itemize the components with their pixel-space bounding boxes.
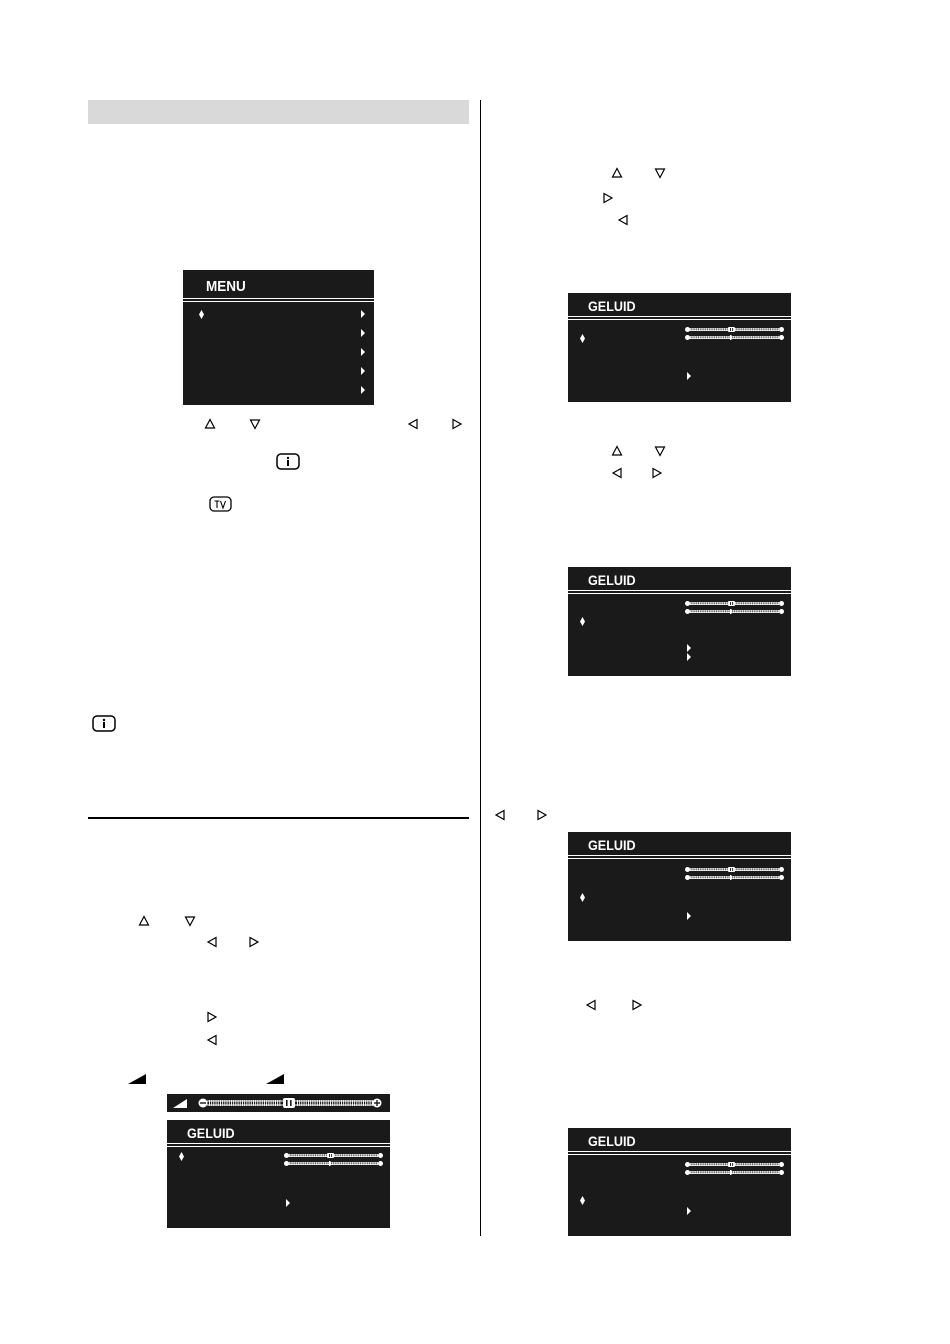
left-triangle-icon [206,936,218,948]
up-triangle-icon [611,167,623,179]
sound-level-slider [685,601,784,606]
submenu-arrow-icon [687,1207,691,1215]
info-button-icon [276,453,300,470]
right-triangle-icon [631,999,643,1011]
volume-ramp-icon [266,1074,284,1084]
sound-menu-screen [167,1120,390,1228]
left-triangle-icon [585,999,597,1011]
right-triangle-icon [206,1011,218,1023]
up-triangle-icon [611,445,623,457]
sound-menu-screen [568,832,791,941]
sound-menu-rule [568,858,791,859]
sound-menu-screen [568,1128,791,1236]
right-triangle-icon [451,418,463,430]
down-triangle-icon [249,418,261,430]
selection-cursor-icon [580,1196,585,1205]
selection-cursor-icon [580,617,585,626]
up-triangle-icon [138,915,150,927]
submenu-arrow-icon [687,912,691,920]
sound-level-slider [685,875,784,880]
sound-menu-rule [568,593,791,594]
sound-menu-title: GELUID [187,1125,235,1141]
sound-level-slider [284,1153,383,1158]
selection-cursor-icon [199,310,204,319]
sound-menu-rule [568,319,791,320]
left-triangle-icon [494,809,506,821]
sound-level-slider [685,867,784,872]
left-triangle-icon [611,467,623,479]
submenu-arrow-icon [286,1199,290,1207]
left-triangle-icon [617,214,629,226]
left-triangle-icon [206,1034,218,1046]
right-triangle-icon [248,936,260,948]
main-menu-screen [183,270,374,405]
right-triangle-icon [602,192,614,204]
volume-ramp-icon [128,1074,146,1084]
selection-cursor-icon [580,334,585,343]
section-header-bar [88,100,469,124]
sound-menu-rule [167,1146,390,1147]
sound-level-slider [685,1170,784,1175]
submenu-arrow-icon [361,329,365,337]
sound-level-slider [685,1162,784,1167]
sound-level-slider [685,327,784,332]
right-triangle-icon [651,467,663,479]
submenu-arrow-icon [687,372,691,380]
volume-slider [167,1094,390,1112]
down-triangle-icon [654,445,666,457]
sound-menu-rule [568,1154,791,1155]
submenu-arrow-icon [687,653,691,661]
right-triangle-icon [536,809,548,821]
sound-menu-title: GELUID [588,572,636,588]
sound-menu-title: GELUID [588,298,636,314]
sound-level-slider [685,335,784,340]
left-triangle-icon [407,418,419,430]
sound-menu-rule [167,1143,390,1144]
submenu-arrow-icon [361,348,365,356]
main-menu-title: MENU [206,278,246,295]
sound-menu-title: GELUID [588,837,636,853]
submenu-arrow-icon [361,367,365,375]
up-triangle-icon [204,418,216,430]
info-button-icon [92,715,116,732]
sound-menu-rule [568,855,791,856]
sound-menu-title: GELUID [588,1133,636,1149]
submenu-arrow-icon [361,310,365,318]
submenu-arrow-icon [687,644,691,652]
main-menu-rule [183,298,374,299]
sound-menu-screen [568,293,791,402]
selection-cursor-icon [179,1152,184,1161]
column-divider [480,100,481,1236]
tv-button-icon [209,496,232,512]
volume-osd-bar [167,1094,390,1112]
main-menu-rule [183,301,374,302]
sound-menu-rule [568,316,791,317]
down-triangle-icon [654,167,666,179]
sound-level-slider [284,1161,383,1166]
sound-menu-screen [568,567,791,676]
down-triangle-icon [184,915,196,927]
section-divider-rule [88,817,469,819]
sound-level-slider [685,609,784,614]
sound-menu-rule [568,590,791,591]
submenu-arrow-icon [361,386,365,394]
selection-cursor-icon [580,893,585,902]
sound-menu-rule [568,1151,791,1152]
